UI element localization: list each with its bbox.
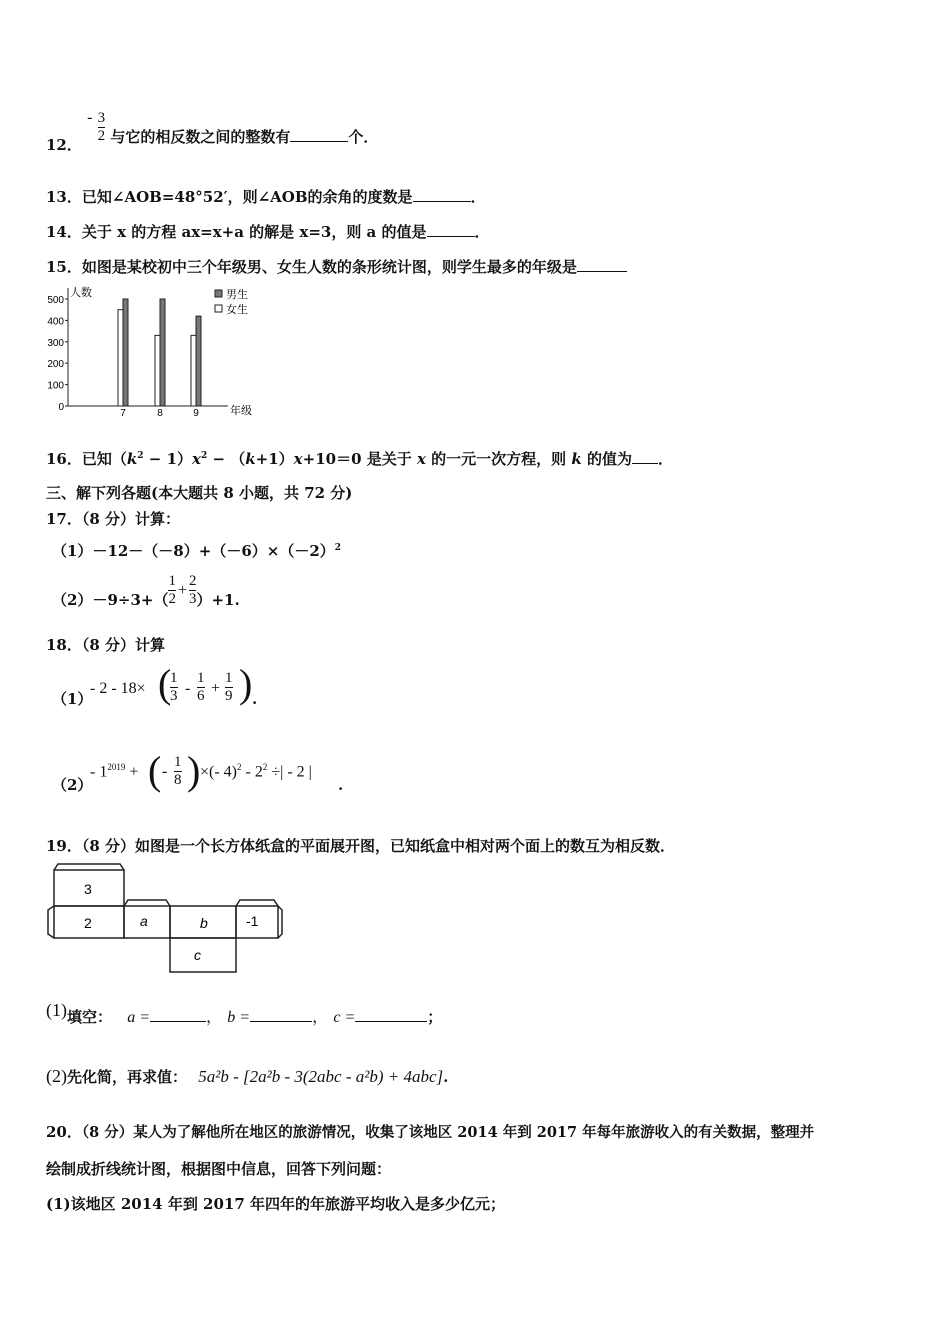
bar-female-grade-8 (155, 335, 160, 406)
numerator: 3 (97, 110, 106, 126)
answer-blank[interactable] (413, 187, 471, 202)
part-label: （1） (52, 542, 93, 560)
term: - 2 (241, 763, 263, 781)
question-16 (46, 448, 673, 469)
left-paren: ( (158, 661, 172, 706)
numerator: 1 (174, 754, 182, 770)
part-label: (1) (46, 1000, 67, 1020)
minus-sign: - (162, 763, 168, 780)
answer-blank[interactable] (290, 127, 348, 142)
right-paren: ) (239, 661, 253, 706)
expression: ）+1. (196, 590, 240, 609)
var-a-label: a = (127, 1009, 151, 1026)
bar-male-grade-9 (196, 316, 201, 406)
question-tail: ． (658, 450, 674, 468)
question-text: （8 分）某人为了解他所在地区的旅游情况，收集了该地区 2014 年到 2017 年每年旅游收入的有关数据，整理并 (81, 1124, 815, 1141)
question-number: 13． (46, 188, 82, 206)
var-k: k (245, 450, 256, 468)
question-number: 19． (46, 837, 82, 855)
question-text: 关于 x 的方程 ax=x+a 的解是 x=3，则 a 的值是 (81, 223, 427, 241)
question-tail: ． (474, 223, 490, 241)
question-20-line-2: 绘制成折线统计图，根据图中信息，回答下列问题： (46, 1160, 392, 1178)
answer-blank-c[interactable] (355, 1007, 427, 1022)
text-part: +10＝0 是关于 (302, 450, 417, 468)
part-label: （2） (52, 776, 93, 794)
question-number: 16． (46, 450, 82, 468)
fraction-one-third (170, 670, 178, 705)
exponent: 2 (262, 762, 268, 772)
y-tick-label: 0 (58, 402, 64, 413)
net-label-top: 3 (84, 881, 92, 897)
x-axis-label: 年级 (230, 405, 252, 417)
part-text: 填空： (67, 1008, 113, 1026)
question-19-part-1: (1)填空： a = ， b = ， c = ； (46, 1000, 443, 1026)
y-axis-label: 人数 (70, 287, 92, 299)
numerator: 2 (188, 573, 197, 589)
y-tick-label: 100 (47, 380, 64, 392)
question-15 (46, 256, 627, 277)
net-flap (48, 906, 54, 938)
x-tick-label: 7 (120, 408, 126, 419)
var-b-label: b = (227, 1009, 251, 1026)
legend-label: 女生 (226, 304, 248, 316)
question-tail: ． (470, 188, 486, 206)
text-part: − （ (207, 450, 246, 468)
fraction-three-halves (98, 110, 106, 145)
numerator: 1 (170, 670, 178, 686)
term: ÷| - 2 | (267, 763, 312, 781)
y-tick-label: 300 (47, 337, 64, 349)
x-tick-label: 9 (193, 408, 199, 419)
period: . (443, 1068, 449, 1086)
net-label-b: b (200, 915, 208, 931)
question-tail: 个． (348, 127, 379, 146)
answer-blank-a[interactable] (150, 1007, 206, 1022)
expression: - 2 - 18× (90, 680, 146, 697)
var-k: k (571, 450, 582, 468)
section-heading: 三、解下列各题(本大题共 8 小题，共 72 分) (46, 484, 353, 502)
fraction-one-ninth (225, 670, 233, 705)
legend-label: 男生 (226, 289, 248, 301)
question-title: （8 分）计算 (81, 636, 166, 654)
denominator: 2 (97, 128, 106, 144)
fraction-one-sixth (197, 670, 205, 705)
right-paren: ) (187, 748, 201, 793)
question-text: （8 分）如图是一个长方体纸盒的平面展开图，已知纸盒中相对两个面上的数互为相反数． (81, 837, 676, 855)
part-label: （2） (52, 590, 93, 609)
numerator: 1 (197, 670, 205, 686)
denominator: 3 (188, 591, 197, 607)
var-k: k (126, 450, 138, 468)
minus-sign: - (87, 108, 93, 126)
expression: 5a²b - [2a²b - 3(2abc - a²b) + 4abc] (198, 1067, 444, 1086)
question-17-part-2 (52, 573, 240, 608)
exponent: 2 (200, 451, 208, 461)
text-part: 已知（ (81, 450, 127, 468)
net-flap (124, 900, 170, 906)
y-tick-label: 200 (47, 359, 64, 371)
question-number: 18． (46, 636, 82, 654)
question-text: 已知∠AOB=48°52′，则∠AOB的余角的度数是 (81, 188, 413, 206)
y-tick-label: 500 (47, 295, 64, 306)
part-end: ； (427, 1008, 443, 1026)
var-x: x (192, 450, 201, 468)
var-c-label: c = (333, 1009, 356, 1026)
exponent: 2 (334, 543, 342, 553)
bar-female-grade-9 (191, 335, 196, 406)
legend-swatch (215, 290, 222, 297)
plus-sign: + (177, 581, 187, 599)
term: - 1 (90, 763, 108, 781)
numerator: 1 (225, 670, 233, 686)
question-14 (46, 221, 490, 242)
question-19-part-2 (46, 1066, 448, 1087)
left-paren: ( (148, 748, 162, 793)
period: . (338, 776, 344, 794)
answer-blank[interactable] (577, 257, 627, 272)
exponent: 2 (137, 451, 144, 461)
expression: －12－（－8）+（－6）×（－2） (92, 542, 335, 560)
plus-sign: + (211, 680, 221, 697)
exponent: 2019 (107, 762, 126, 772)
text-part: 的值为 (581, 450, 632, 468)
var-x: x (293, 450, 303, 468)
question-title: （8 分）计算： (81, 510, 181, 528)
denominator: 9 (225, 688, 233, 704)
question-17-title (46, 508, 180, 529)
bar-chart (40, 284, 270, 424)
text-part: +1） (255, 450, 294, 468)
legend-swatch (215, 305, 222, 312)
denominator: 8 (174, 772, 182, 788)
net-label-right: -1 (246, 913, 259, 929)
question-text: 与它的相反数之间的整数有 (110, 127, 291, 146)
bar-male-grade-7 (123, 299, 128, 406)
question-number: 17． (46, 510, 82, 528)
denominator: 3 (170, 688, 178, 704)
fraction-one-eighth (174, 754, 182, 789)
question-number: 15． (46, 258, 82, 276)
question-19 (46, 835, 675, 856)
bar-male-grade-8 (160, 299, 165, 406)
expression (200, 762, 312, 781)
question-13 (46, 186, 486, 207)
text-part: 的一元一次方程，则 (425, 450, 572, 468)
question-20-line-1 (46, 1121, 814, 1142)
x-tick-label: 8 (157, 408, 163, 419)
question-12 (46, 108, 379, 154)
question-18-title (46, 634, 165, 655)
part-label: （1） (52, 690, 93, 708)
question-20-line-3: (1)该地区 2014 年到 2017 年四年的年旅游平均收入是多少亿元； (46, 1195, 506, 1213)
box-net-diagram (44, 862, 284, 977)
denominator: 2 (168, 591, 176, 607)
question-number: 20． (46, 1123, 82, 1141)
net-label-c: c (194, 947, 201, 963)
question-number: 14． (46, 223, 82, 241)
question-17-part-1 (52, 540, 341, 561)
question-text: 如图是某校初中三个年级男、女生人数的条形统计图，则学生最多的年级是 (81, 258, 577, 276)
net-label-a: a (140, 913, 148, 929)
y-tick-label: 400 (47, 316, 64, 328)
expression: －9÷3+（ (92, 590, 169, 609)
expression (90, 762, 138, 781)
fraction-one-half (168, 573, 176, 608)
part-text: 先化简，再求值： (67, 1068, 188, 1086)
answer-blank[interactable] (427, 222, 475, 237)
exponent: 2 (237, 762, 242, 772)
net-flap (54, 864, 124, 870)
net-face-c (170, 938, 236, 972)
answer-blank-b[interactable] (250, 1007, 312, 1022)
part-label: (2) (46, 1066, 67, 1086)
denominator: 6 (197, 688, 205, 704)
net-label-left: 2 (84, 915, 92, 931)
question-number: 12． (46, 135, 82, 154)
text-part: − 1） (143, 450, 193, 468)
var-x: x (416, 450, 426, 468)
answer-blank[interactable] (632, 449, 658, 464)
minus-sign: - (185, 680, 191, 697)
term: + (125, 763, 139, 781)
bar-female-grade-7 (118, 310, 123, 406)
numerator: 1 (168, 573, 176, 589)
period: . (252, 690, 258, 708)
net-flap (236, 900, 278, 906)
term: ×(- 4) (200, 763, 238, 781)
